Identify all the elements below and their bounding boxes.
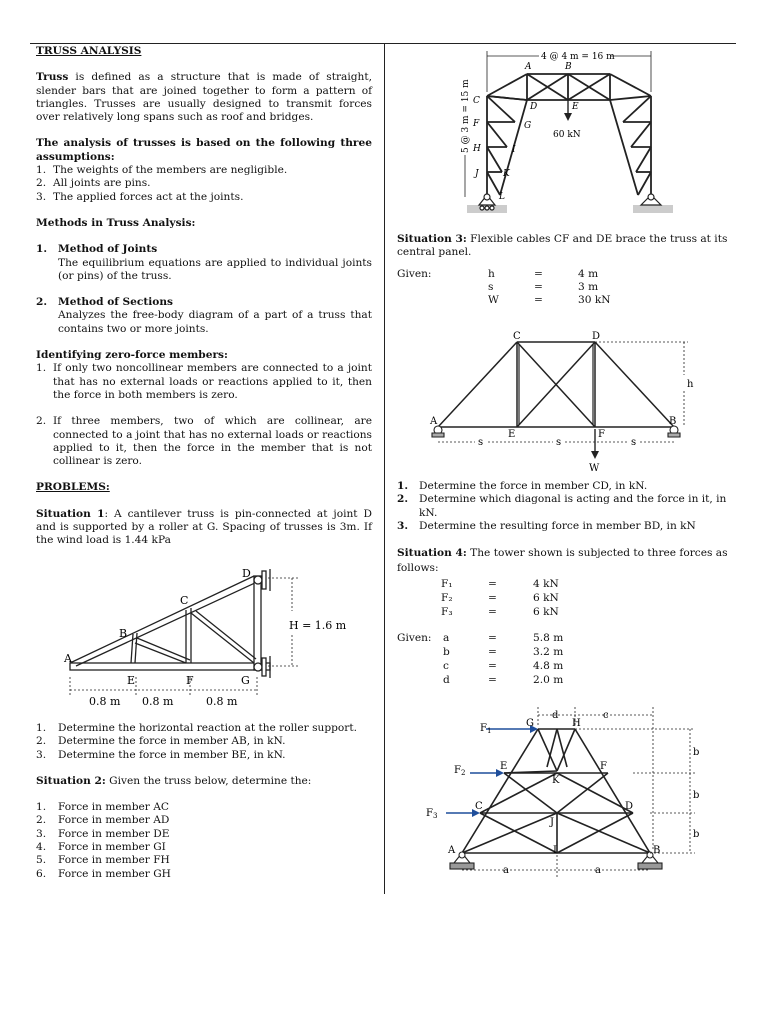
situation-4-tower-diagram — [420, 705, 710, 885]
force-label-f2: $F_2$ — [454, 765, 466, 777]
list-item: 5. Force in member FH — [36, 854, 170, 867]
joint-label-f: F — [186, 674, 194, 687]
list-item: 2. Determine the force in member AB, in kN. — [36, 735, 286, 748]
joint-label-j: J — [475, 169, 479, 179]
joint-label-f: F — [473, 119, 480, 129]
load-label: 60 kN — [553, 130, 581, 140]
method-sections: 2. Method of Sections Analyzes the free-body diagram of a part of a truss that contains two or more joints. — [36, 296, 372, 335]
list-item: 3. The applied forces act at the joints. — [36, 190, 244, 203]
list-item: 1. If only two noncollinear members are connected to a joint that has no external loads or reactions applied to it, then the force in both members is zero. — [36, 362, 372, 401]
dimension-b: b — [693, 747, 700, 758]
zero-force-heading: Identifying zero-force members: — [36, 349, 228, 362]
dimension-label: 0.8 m — [89, 695, 121, 708]
joint-label-g: G — [526, 718, 534, 729]
method-joints: 1. Method of Joints The equilibrium equations are applied to individual joints (or pins) of the truss. — [36, 243, 372, 282]
dimension-label: 0.8 m — [142, 695, 174, 708]
joint-label-i: I — [553, 845, 557, 856]
span-label: s — [556, 437, 562, 448]
list-item: 3. Determine the resulting force in member BD, in kN — [397, 519, 696, 532]
joint-label-e: E — [572, 102, 579, 112]
column-divider — [384, 44, 385, 894]
joint-label-f: F — [600, 761, 607, 772]
joint-label-g: G — [241, 674, 250, 687]
zero-force-rules — [36, 362, 372, 468]
height-label: h — [687, 379, 694, 390]
list-item: 2. All joints are pins. — [36, 177, 151, 190]
problems-heading: PROBLEMS: — [36, 481, 110, 494]
dimension-b: b — [693, 829, 700, 840]
joint-label-d: D — [530, 102, 538, 112]
situation-3-text: Situation 3: Flexible cables CF and DE brace the truss at its central panel. — [397, 233, 728, 259]
joint-label-h: H — [473, 144, 481, 154]
joint-label-k: K — [552, 775, 560, 786]
left-column-lower — [36, 722, 372, 881]
situation-2-truss-diagram — [455, 47, 685, 222]
joint-label-g: G — [524, 121, 532, 131]
joint-label-d: D — [625, 801, 634, 812]
situation-4-forces: F₁ = 4 kN F₂ = 6 kN F₃ = 6 kN — [441, 578, 559, 619]
joint-label-b: B — [565, 62, 572, 72]
joint-label-c: C — [473, 96, 480, 106]
left-column — [36, 44, 372, 548]
list-item: 3. Force in member DE — [36, 827, 170, 840]
span-label: s — [478, 437, 484, 448]
joint-label-h: H — [572, 718, 581, 729]
dimension-c: c — [603, 710, 609, 721]
joint-label-a: A — [525, 62, 532, 72]
situation-3-questions — [397, 480, 737, 533]
joint-label-b: B — [119, 627, 128, 640]
situation-3-questions-block — [397, 480, 737, 690]
joint-label-i: I — [512, 145, 516, 155]
force-label-f3: $F_3$ — [426, 808, 438, 820]
joint-label-j: J — [550, 817, 555, 828]
list-item: 6. Force in member GH — [36, 867, 171, 880]
assumptions-list — [36, 164, 372, 204]
force-label-f1: $F_1$ — [480, 723, 492, 735]
load-label: W — [589, 463, 600, 474]
dimension-a: a — [503, 865, 509, 876]
situation-1-text: Situation 1: A cantilever truss is pin-connected at joint D and is supported by a roller at G. Spacing of trusses is 3m. If the wind load is 1.44 kPa — [36, 507, 372, 547]
joint-label-c: C — [180, 594, 189, 607]
situation-1-truss-diagram — [36, 563, 372, 713]
joint-label-e: E — [508, 429, 516, 440]
list-item: 1. Force in member AC — [36, 801, 169, 814]
joint-label-a: A — [448, 845, 456, 856]
height-dimension: H = 1.6 m — [289, 619, 347, 632]
situation-3-block — [397, 233, 737, 310]
dimension-a: a — [595, 865, 601, 876]
joint-label-c: C — [475, 801, 483, 812]
situation-1-questions — [36, 722, 372, 762]
joint-label-l: L — [499, 192, 505, 202]
methods-heading: Methods in Truss Analysis: — [36, 216, 196, 229]
dimension-d: d — [552, 710, 559, 721]
list-item: 2. If three members, two of which are collinear, are connected to a joint that has no external loads or reactions applied to it, then the force in the member that is not collinear is zero. — [36, 415, 372, 468]
list-item: 1. Determine the horizontal reaction at the roller support. — [36, 722, 357, 734]
situation-3-given: Given: h = 4 m s = 3 m W = 30 kN — [397, 267, 611, 306]
joint-label-d: D — [242, 567, 251, 580]
truss-definition: Truss is defined as a structure that is made of straight, slender bars that are joined together to form a pattern of triangles. Trusses are usually designed to transmit forces over relatively long spans such as roof and bridges. — [36, 71, 372, 124]
section-title: TRUSS ANALYSIS — [36, 45, 142, 57]
joint-label-c: C — [513, 331, 521, 342]
list-item: 1. The weights of the members are negligible. — [36, 164, 288, 177]
joint-label-b: B — [669, 416, 677, 427]
joint-label-d: D — [592, 331, 601, 342]
list-item: 1. Determine the force in member CD, in kN. — [397, 480, 648, 492]
span-dimension: 4 @ 4 m = 16 m — [541, 52, 615, 62]
joint-label-e: E — [127, 674, 136, 687]
list-item: 2. Force in member AD — [36, 814, 170, 827]
joint-label-a: A — [64, 652, 72, 665]
joint-label-b: B — [653, 845, 661, 856]
assumptions-heading: The analysis of trusses is based on the following three assumptions: — [36, 137, 372, 163]
span-label: s — [631, 437, 637, 448]
joint-label-f: F — [598, 429, 605, 440]
joint-label-a: A — [430, 416, 438, 427]
situation-3-truss-diagram — [420, 325, 710, 475]
situation-4-text: Situation 4: The tower shown is subjected to three forces as follows: — [397, 547, 728, 575]
joint-label-k: K — [503, 169, 510, 179]
situation-2-questions — [36, 801, 372, 881]
list-item: 3. Determine the force in member BE, in kN. — [36, 748, 286, 761]
list-item: 2. Determine which diagonal is acting and the force in it, in kN. — [397, 493, 727, 519]
situation-2-text: Situation 2: Given the truss below, determine the: — [36, 774, 312, 787]
height-dimension: 5 @ 3 m = 15 m — [461, 79, 471, 153]
situation-4-given: Given: a = 5.8 m b = 3.2 m c = 4.8 m d = 2.0 m — [397, 632, 564, 687]
dimension-label: 0.8 m — [206, 695, 238, 708]
joint-label-e: E — [500, 761, 508, 772]
dimension-b: b — [693, 790, 700, 801]
list-item: 4. Force in member GI — [36, 841, 166, 854]
